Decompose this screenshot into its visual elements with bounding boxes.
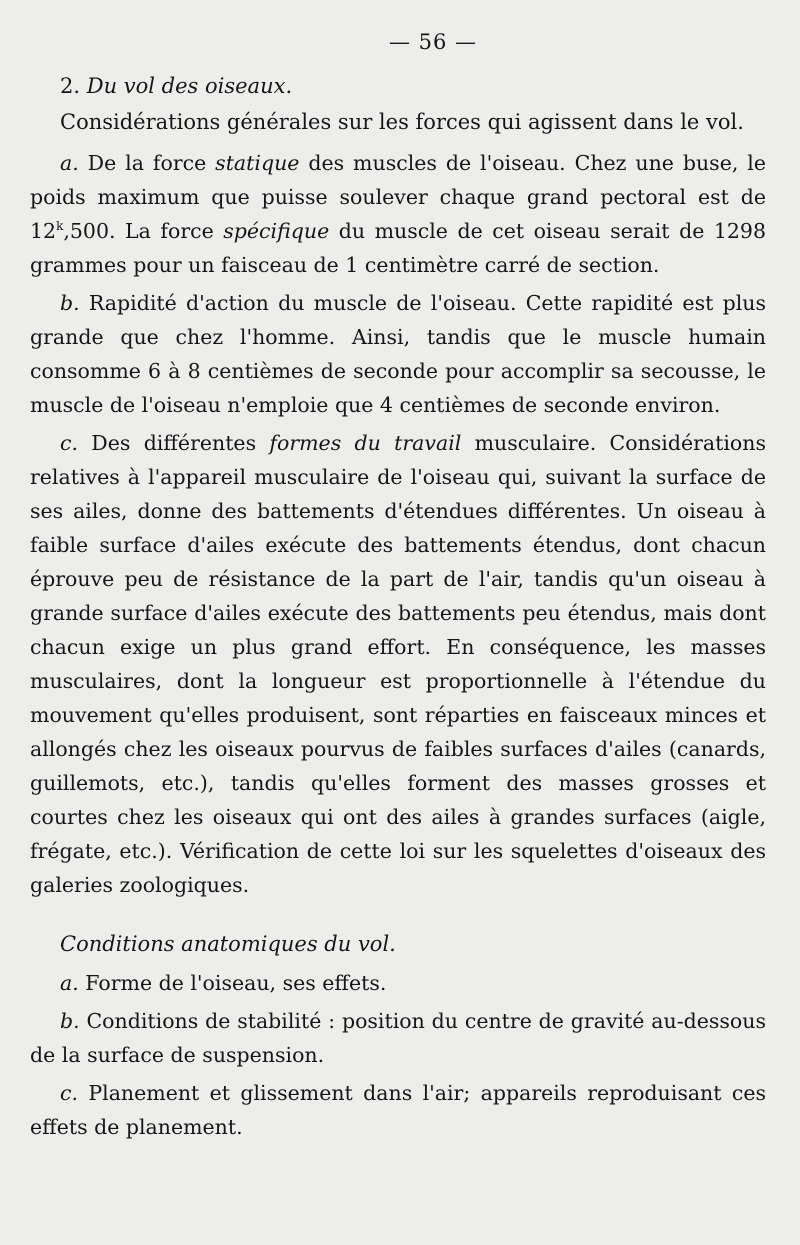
anatomy-item-a (30, 966, 766, 1000)
paragraph-text: ,500. La force (63, 219, 224, 243)
section-heading (60, 74, 766, 98)
page-number: — 56 — (388, 30, 478, 54)
paragraph-text: musculaire. Considérations relatives à l'appareil musculaire de l'oiseau qui, suivant la surface de ses ailes, donne des battements d'étendues différentes. Un oiseau à faible surface d'ailes exécute des battements étendus, dont chacun éprouve peu de résistance de la part de l'air, tandis qu'un oiseau à grande surface d'ailes exécute des battements peu étendus, mais dont chacun exige un plus grand effort. En conséquence, les masses musculaires, dont la longueur est proportionnelle à l'étendue du mouvement qu'elles produisent, sont réparties en faisceaux minces et allongés chez les oiseaux pourvus de faibles surfaces d'ailes (canards, guillemots, etc.), tandis qu'elles forment des masses grosses et courtes chez les oiseaux qui ont des ailes à grandes surfaces (aigle, frégate, etc.). Vérification de cette loi sur les squelettes d'oiseaux des galeries zoologiques. (30, 431, 766, 897)
paragraph-label: b. (60, 291, 80, 315)
item-text: Forme de l'oiseau, ses effets. (78, 971, 387, 995)
section-subtitle: Considérations générales sur les forces qui agissent dans le vol. (60, 110, 744, 134)
item-label: b. (60, 1009, 80, 1033)
paragraph-label: a. (60, 151, 79, 175)
superscript: k (56, 219, 64, 234)
paragraph-label: c. (60, 431, 78, 455)
item-label: a. (60, 971, 79, 995)
item-label: c. (60, 1081, 78, 1105)
paragraph-text: Des différentes (78, 431, 270, 455)
paragraph-text: De la force (78, 151, 216, 175)
paragraph-a (30, 146, 766, 282)
item-text: Planement et glissement dans l'air; appareils reproduisant ces effets de planement. (30, 1081, 766, 1139)
section-title: Du vol des oiseaux. (86, 74, 293, 98)
paragraph-italic: formes du travail (269, 431, 462, 455)
anatomy-heading: Conditions anatomiques du vol. (60, 932, 396, 956)
section-number: 2. (60, 74, 81, 98)
paragraph-italic: statique (215, 151, 300, 175)
paragraph-text: Rapidité d'action du muscle de l'oiseau. Cette rapidité est plus grande que chez l'homme. Ainsi, tandis que le muscle humain consomme 6 à 8 centièmes de seconde pour accomplir sa secousse, le muscle de l'oiseau n'emploie que 4 centièmes de seconde environ. (30, 291, 766, 417)
paragraph-text: du muscle de cet oiseau serait de 1298 grammes pour un faisceau de 1 centimètre carré de section. (30, 219, 767, 277)
paragraph-b (30, 286, 766, 422)
paragraph-italic: spécifique (223, 219, 330, 243)
item-text: Conditions de stabilité : position du centre de gravité au-dessous de la surface de suspension. (30, 1009, 766, 1067)
paragraph-c (30, 426, 766, 902)
paragraph-text: des muscles de l'oiseau. Chez une buse, le poids maximum que puisse soulever chaque grand pectoral est de 12 (30, 151, 766, 243)
anatomy-item-b (30, 1004, 766, 1072)
anatomy-item-c (30, 1076, 766, 1144)
